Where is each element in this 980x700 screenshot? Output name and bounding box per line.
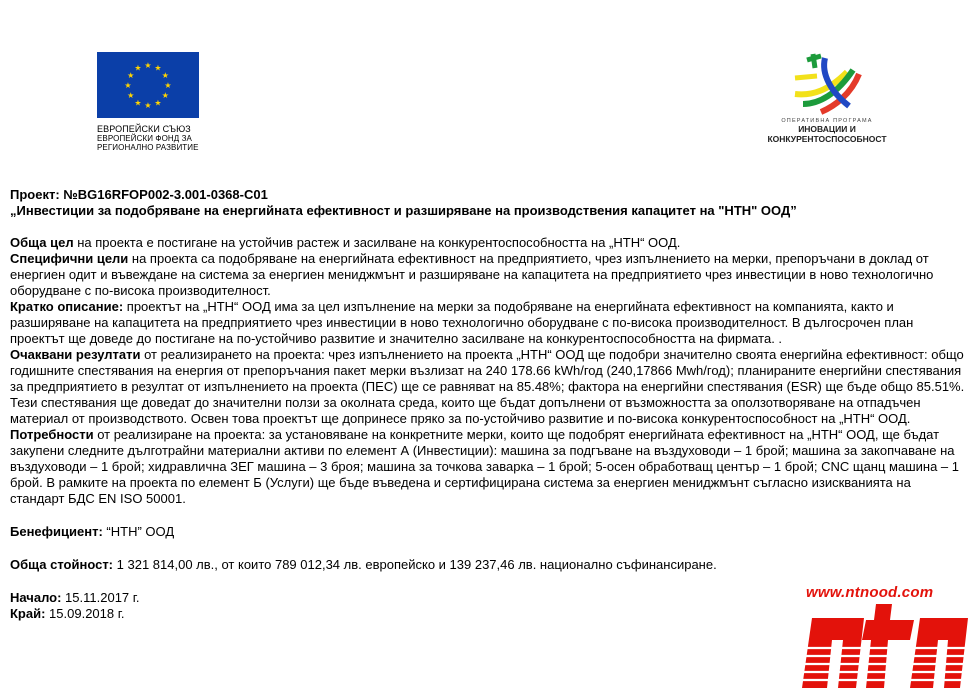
ntn-logo-icon bbox=[792, 584, 970, 692]
specific-goals-text: на проекта са подобряване на енергийната ефективност на предприятието, чрез изпълнението на мерки, препоръчани в доклад от енергиен одит и въвеждане на система за енергиен мениджмънт и разширяване на капацитета на предприятието чрез инвестиции в ново технологично оборудване с по-висока производителност. bbox=[10, 251, 934, 298]
end-date-value: 15.09.2018 г. bbox=[45, 606, 125, 621]
op-logo bbox=[752, 50, 902, 144]
eu-line-3: РЕГИОНАЛНО РАЗВИТИЕ bbox=[97, 143, 199, 152]
eu-logo bbox=[97, 52, 217, 152]
eu-line-2: ЕВРОПЕЙСКИ ФОНД ЗА bbox=[97, 134, 192, 143]
svg-text:★: ★ bbox=[154, 98, 162, 108]
beneficiary-value: “НТН” ООД bbox=[102, 524, 175, 539]
eu-flag-icon bbox=[97, 52, 199, 118]
ntn-url: www.ntnood.com bbox=[806, 584, 934, 601]
total-cost-value: 1 321 814,00 лв., от които 789 012,34 лв. европейско и 139 237,46 лв. национално съфинансиране. bbox=[113, 557, 717, 572]
general-goal-text: на проекта е постигане на устойчив растеж и засилване на конкурентоспособността на „НТН“ ООД. bbox=[73, 235, 681, 250]
svg-text:★: ★ bbox=[161, 71, 169, 80]
expected-results bbox=[10, 347, 965, 427]
short-description bbox=[10, 299, 965, 347]
op-small-text: ОПЕРАТИВНА ПРОГРАМА bbox=[781, 118, 873, 124]
expected-results-text: от реализирането на проекта: чрез изпълнението на проекта „НТН“ ООД ще подобри значително своята енергийна ефективност: общо годишните спестявания на енергия от препоръчания пакет мерки възлизат на 240 178.66 kWh/год (240,17866 Mwh/год); планираните енергийни спестявания за предприятието в резултат от изпълнението на проекта (ПЕС) ще се равняват на 85.48%; фактора на енергийни спестявания (ESR) ще бъде общо 85.51%. Тези спестявания ще доведат до значителни ползи за околната среда, които ще бъдат допълнени от възможността за оползотворяване на отпадъчен материал от производството. Освен това проектът ще допринесе пряко за по-устойчиво развитие и по-висока конкурентоспособност на „НТН“ ООД. bbox=[10, 347, 965, 426]
needs-label: Потребности bbox=[10, 427, 94, 442]
short-description-text: проектът на „НТН“ ООД има за цел изпълнение на мерки за подобряване на енергийната ефективност на компанията, както и разширяване на капацитета на предприятието чрез инвестиции в ново технологично оборудване с по-висока производителност. В дългосрочен план проектът ще доведе до постигане на по-устойчиво развитие и значително засилване на конкурентоспособността на фирмата. . bbox=[10, 299, 914, 346]
op-line-2: КОНКУРЕНТОСПОСОБНОСТ bbox=[767, 134, 887, 144]
beneficiary-label: Бенефициент: bbox=[10, 524, 103, 539]
needs-text: от реализиране на проекта: за установяване на конкретните мерки, които ще подобрят енергийната ефективност на „НТН“ ООД, ще бъдат закупени следните дълготрайни материални активи по елемент А (Инвестиции): машина за подгъване на въздуховоди – 1 брой; машина за закопчаване на въздуховоди – 1 брой; хидравлична ЗЕГ машина – 3 броя; машина за точкова заварка – 1 брой; 5-осен обработващ център – 1 брой; CNC щанц машина – 1 брой. В рамките на проекта по елемент Б (Услуги) ще бъде въведена и сертифицирана система за енергиен мениджмънт съгласно изискванията на стандарт БДС EN ISO 50001. bbox=[10, 427, 959, 506]
op-emblem-icon bbox=[777, 50, 877, 116]
specific-goals bbox=[10, 251, 965, 299]
svg-text:★: ★ bbox=[134, 98, 142, 108]
expected-results-label: Очаквани резултати bbox=[10, 347, 141, 362]
svg-text:★: ★ bbox=[164, 81, 172, 90]
beneficiary bbox=[10, 524, 965, 540]
general-goal-label: Обща цел bbox=[10, 235, 74, 250]
op-line-1: ИНОВАЦИИ И bbox=[798, 124, 856, 134]
project-description bbox=[10, 187, 965, 622]
svg-text:★: ★ bbox=[127, 91, 135, 100]
general-goal bbox=[10, 235, 965, 251]
ntn-logo bbox=[792, 584, 970, 692]
project-number: Проект: №BG16RFOP002-3.001-0368-C01 bbox=[10, 187, 268, 202]
project-title: „Инвестиции за подобряване на енергийната ефективност и разширяване на производствения капацитет на "НТН" ООД” bbox=[10, 203, 797, 218]
short-description-label: Кратко описание: bbox=[10, 299, 124, 314]
specific-goals-label: Специфични цели bbox=[10, 251, 129, 266]
svg-text:★: ★ bbox=[127, 71, 135, 80]
eu-line-1: ЕВРОПЕЙСКИ СЪЮЗ bbox=[97, 124, 191, 134]
svg-text:★: ★ bbox=[134, 63, 142, 73]
svg-text:★: ★ bbox=[144, 61, 152, 70]
total-cost bbox=[10, 557, 965, 573]
total-cost-label: Обща стойност: bbox=[10, 557, 114, 572]
needs bbox=[10, 427, 965, 507]
svg-text:★: ★ bbox=[161, 91, 169, 100]
svg-text:★: ★ bbox=[144, 101, 152, 110]
svg-text:★: ★ bbox=[124, 81, 132, 90]
end-date-label: Край: bbox=[10, 606, 46, 621]
start-date-label: Начало: bbox=[10, 590, 62, 605]
start-date-value: 15.11.2017 г. bbox=[61, 590, 140, 605]
svg-text:★: ★ bbox=[154, 63, 162, 73]
